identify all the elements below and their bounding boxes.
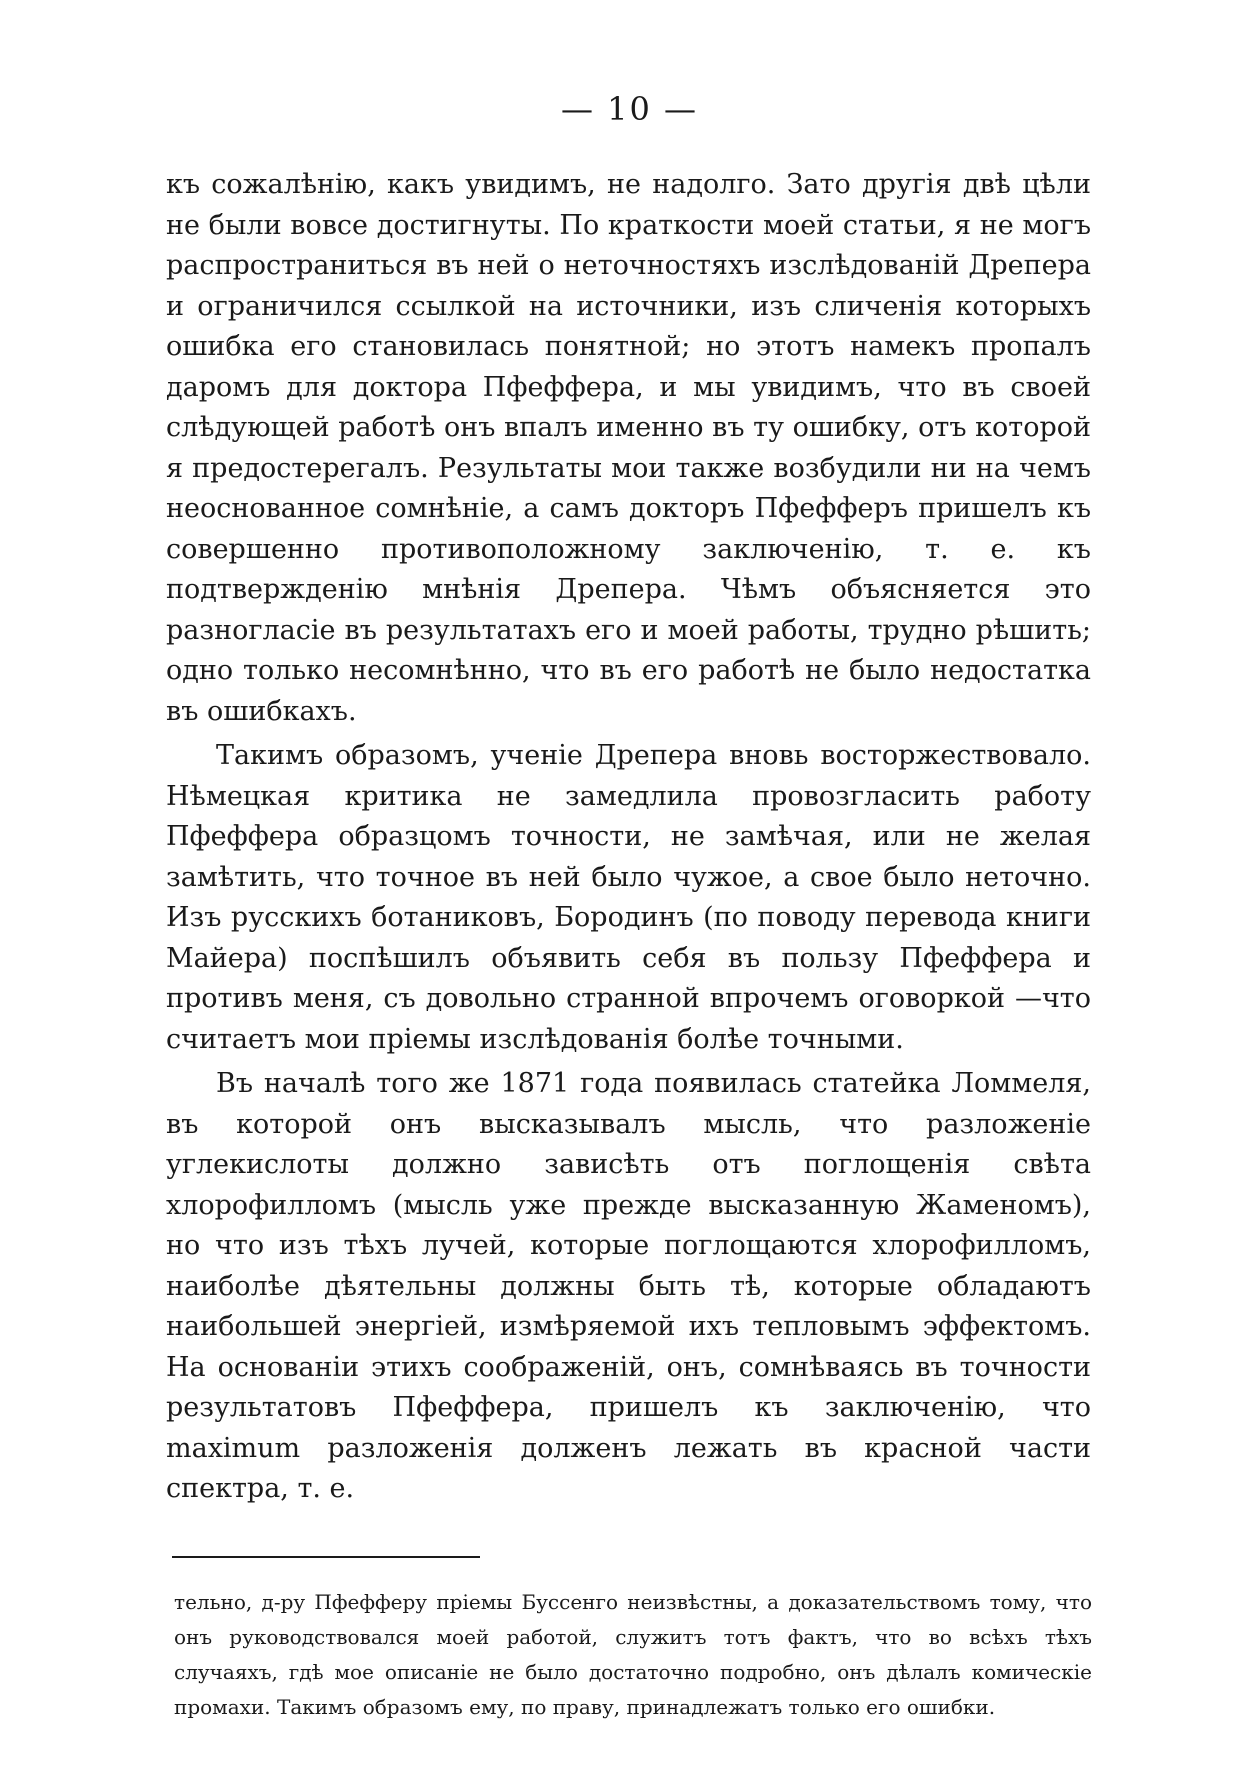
paragraph: Въ началѣ того же 1871 года появилась статейка Ломмеля, въ которой онъ высказывалъ мысль, что разложеніе углекислоты должно зависѣть отъ поглощенія свѣта хлорофилломъ (мысль уже прежде высказанную Жаменомъ), но что изъ тѣхъ лучей, которые поглощаются хлорофилломъ, наиболѣе дѣятельны должны быть тѣ, которые обладаютъ наибольшей энергіей, измѣряемой ихъ тепловымъ эффектомъ. На основаніи этихъ соображеній, онъ, сомнѣваясь въ точности результатовъ Пфеффера, пришелъ къ заключенію, что maximum разложенія долженъ лежать въ красной части спектра, т. е. (166, 1068, 1091, 1504)
paragraph: къ сожалѣнію, какъ увидимъ, не надолго. Зато другія двѣ цѣли не были вовсе достигнуты. По краткости моей статьи, я не могъ распространиться въ ней о неточностяхъ изслѣдованій Дрепера и ограничился ссылкой на источники, изъ сличенія которыхъ ошибка его становилась понятной; но этотъ намекъ пропалъ даромъ для доктора Пфеффера, и мы увидимъ, что въ своей слѣдующей работѣ онъ впалъ именно въ ту ошибку, отъ которой я предостерегалъ. Результаты мои также возбудили ни на чемъ неоснованное сомнѣніе, а самъ докторъ Пфефферъ пришелъ къ совершенно противоположному заключенію, т. е. къ подтвержденію мнѣнія Дрепера. Чѣмъ объясняется это разногласіе въ результатахъ его и моей работы, трудно рѣшить; одно только несомнѣнно, что въ его работѣ не было недостатка въ ошибкахъ. (166, 169, 1091, 727)
page-number: — 10 — (560, 90, 699, 128)
footnote-divider (172, 1556, 480, 1558)
paragraph: Такимъ образомъ, ученіе Дрепера вновь восторжествовало. Нѣмецкая критика не замедлила провозгласить работу Пфеффера образцомъ точности, не замѣчая, или не желая замѣтить, что точное въ ней было чужое, а свое было неточно. Изъ русскихъ ботаниковъ, Бородинъ (по поводу перевода книги Майера) поспѣшилъ объявить себя въ пользу Пфеффера и противъ меня, съ довольно странной впрочемъ оговоркой —что считаетъ мои пріемы изслѣдованія болѣе точными. (166, 740, 1091, 1055)
footnote-text: тельно, д-ру Пфефферу пріемы Буссенго неизвѣстны, а доказательствомъ тому, что онъ руководствовался моей работой, служитъ тотъ фактъ, что во всѣхъ тѣхъ случаяхъ, гдѣ мое описаніе не было достаточно подробно, онъ дѣлалъ комическіе промахи. Такимъ образомъ ему, по праву, принадлежатъ только его ошибки. (174, 1590, 1092, 1719)
main-text (166, 165, 1091, 1510)
footnote (174, 1585, 1092, 1725)
